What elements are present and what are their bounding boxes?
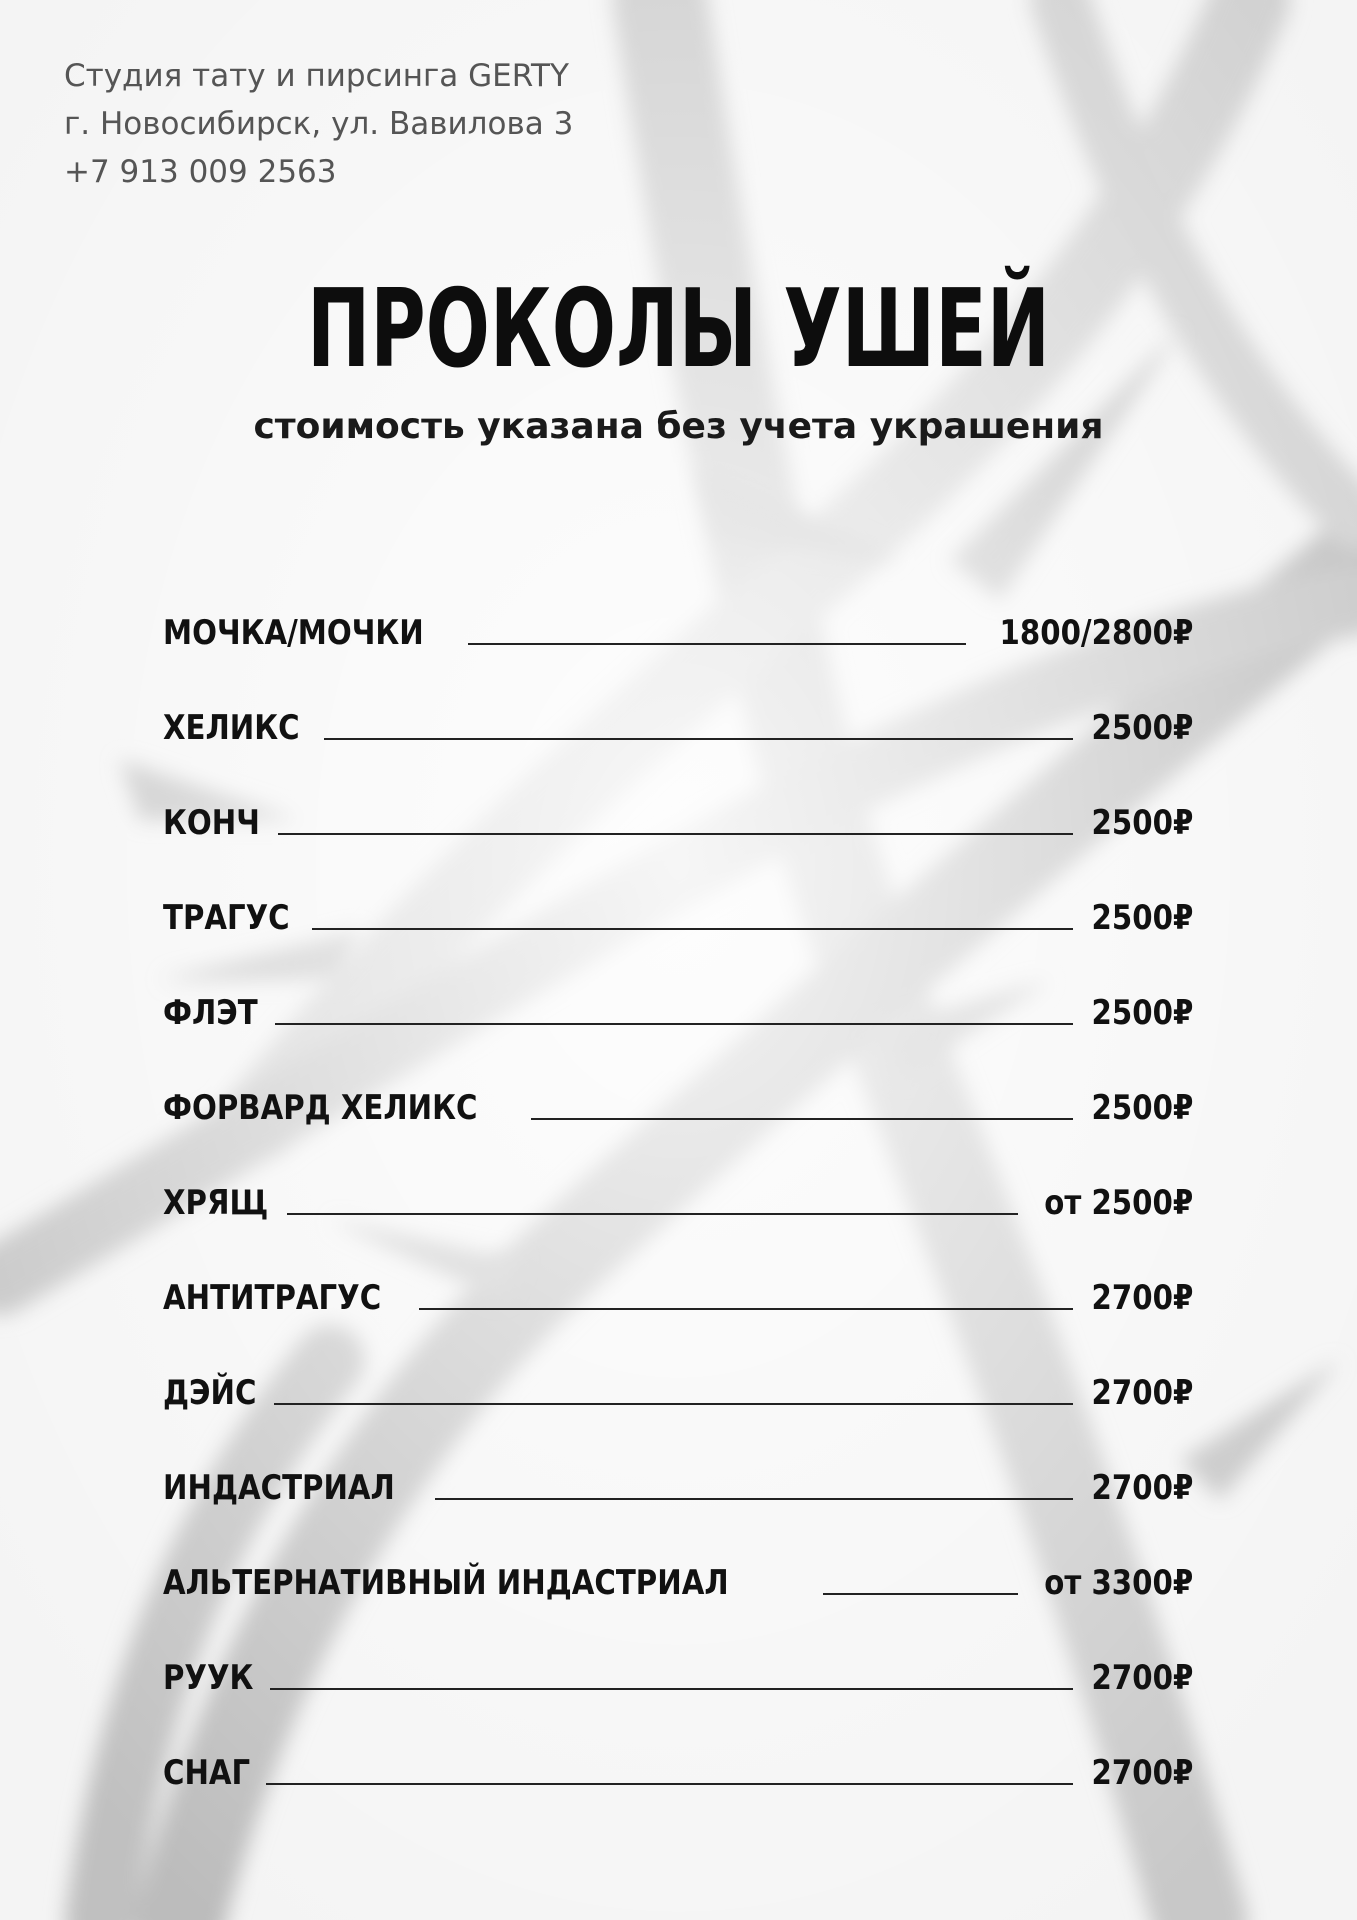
price-row xyxy=(163,748,1193,843)
service-price: от 3300₽ xyxy=(1044,1563,1193,1603)
price-row xyxy=(163,843,1193,938)
price-row xyxy=(163,938,1193,1033)
leader-line xyxy=(275,1023,1073,1025)
service-price: 2700₽ xyxy=(1091,1373,1193,1413)
service-name: ДЭЙС xyxy=(163,1373,257,1413)
leader-line xyxy=(435,1498,1073,1500)
service-name: АЛЬТЕРНАТИВНЫЙ ИНДАСТРИАЛ xyxy=(163,1563,729,1603)
leader-line xyxy=(266,1783,1072,1785)
leader-line xyxy=(419,1308,1073,1310)
leader-line xyxy=(278,833,1073,835)
service-price: 2700₽ xyxy=(1091,1753,1193,1793)
price-row xyxy=(163,1128,1193,1223)
service-name: ФОРВАРД ХЕЛИКС xyxy=(163,1088,478,1128)
price-row xyxy=(163,1318,1193,1413)
service-name: МОЧКА/МОЧКИ xyxy=(163,613,424,653)
studio-address: г. Новосибирск, ул. Вавилова 3 xyxy=(64,106,574,142)
service-name: ХРЯЩ xyxy=(163,1183,269,1223)
studio-phone[interactable]: +7 913 009 2563 xyxy=(64,154,337,190)
service-price: от 2500₽ xyxy=(1044,1183,1193,1223)
page-subtitle: стоимость указана без учета украшения xyxy=(253,406,1104,447)
service-name: ТРАГУС xyxy=(163,898,290,938)
studio-info xyxy=(64,52,573,196)
price-row xyxy=(163,1413,1193,1508)
price-row xyxy=(163,1603,1193,1698)
leader-line xyxy=(312,928,1072,930)
price-row xyxy=(163,653,1193,748)
service-price: 2700₽ xyxy=(1091,1278,1193,1318)
leader-line xyxy=(324,738,1073,740)
service-name: РУУК xyxy=(163,1658,254,1698)
price-list xyxy=(163,558,1193,1793)
leader-line xyxy=(274,1403,1073,1405)
price-row xyxy=(163,558,1193,653)
price-row xyxy=(163,1033,1193,1128)
leader-line xyxy=(531,1118,1073,1120)
service-price: 2500₽ xyxy=(1091,1088,1193,1128)
service-price: 1800/2800₽ xyxy=(999,613,1193,653)
service-name: КОНЧ xyxy=(163,803,260,843)
service-price: 2500₽ xyxy=(1091,708,1193,748)
service-name: АНТИТРАГУС xyxy=(163,1278,382,1318)
service-price: 2500₽ xyxy=(1091,993,1193,1033)
service-price: 2500₽ xyxy=(1091,898,1193,938)
leader-line xyxy=(270,1688,1073,1690)
page-title: ПРОКОЛЫ УШЕЙ xyxy=(306,267,1051,392)
price-row xyxy=(163,1508,1193,1603)
price-row xyxy=(163,1223,1193,1318)
price-row xyxy=(163,1698,1193,1793)
leader-line xyxy=(823,1593,1018,1595)
studio-name: Студия тату и пирсинга GERTY xyxy=(64,58,569,94)
service-price: 2700₽ xyxy=(1091,1658,1193,1698)
leader-line xyxy=(468,643,965,645)
service-name: СНАГ xyxy=(163,1753,251,1793)
service-name: ИНДАСТРИАЛ xyxy=(163,1468,395,1508)
service-name: ХЕЛИКС xyxy=(163,708,300,748)
leader-line xyxy=(287,1213,1017,1215)
service-price: 2500₽ xyxy=(1091,803,1193,843)
service-price: 2700₽ xyxy=(1091,1468,1193,1508)
service-name: ФЛЭТ xyxy=(163,993,258,1033)
